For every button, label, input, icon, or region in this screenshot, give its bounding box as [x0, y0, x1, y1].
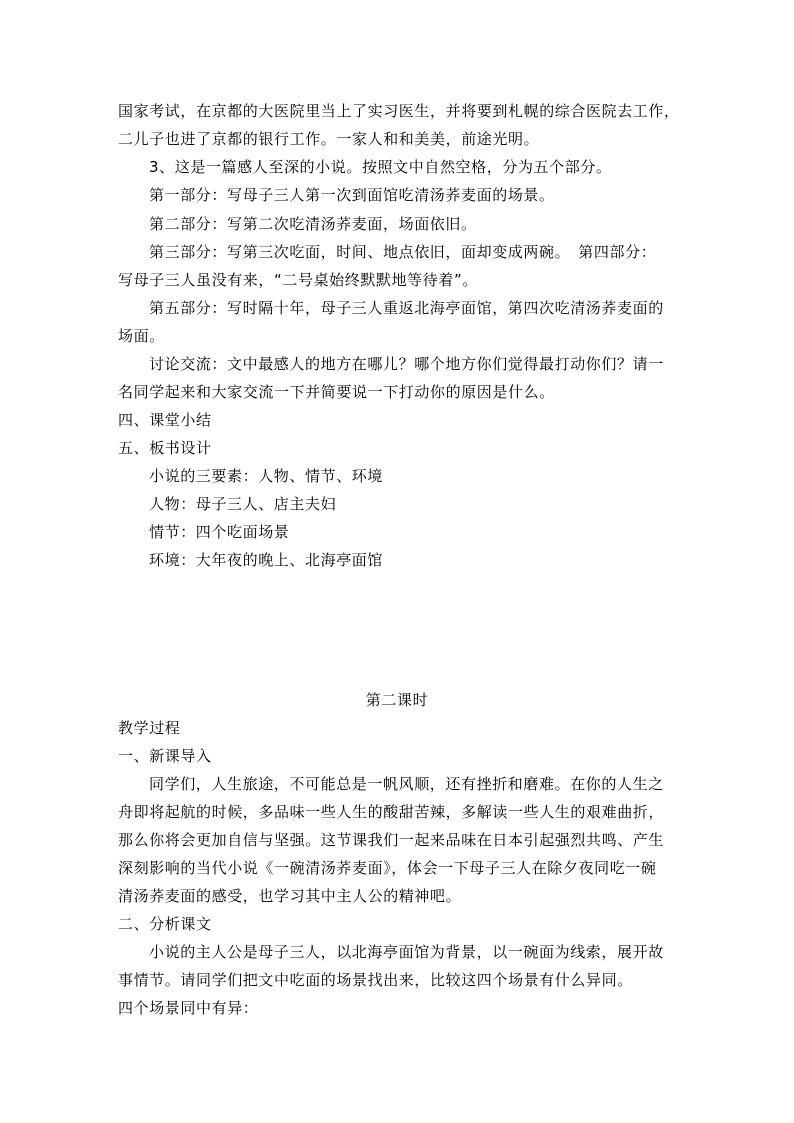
paragraph-line: 四个场景同中有异： [118, 999, 259, 1017]
paragraph-line: 同学们，人生旅途，不可能总是一帆风顺，还有挫折和磨难。在你的人生之 [149, 775, 664, 793]
section-heading: 二、分析课文 [118, 915, 212, 933]
paragraph-line: 舟即将起航的时候，多品味一些人生的酸甜苦辣，多解读一些人生的艰难曲折， [118, 803, 665, 821]
paragraph-line: 写母子三人虽没有来，“二号桌始终默默地等待着”。 [118, 271, 478, 289]
paragraph-line: 国家考试，在京都的大医院里当上了实习医生，并将要到札幌的综合医院去工作， [118, 102, 680, 120]
paragraph-line: 事情节。请同学们把文中吃面的场景找出来，比较这四个场景有什么异同。 [118, 971, 633, 989]
section-heading: 一、新课导入 [118, 747, 212, 765]
section-heading: 四、课堂小结 [118, 411, 212, 429]
paragraph-line: 清汤荞麦面的感受，也学习其中主人公的精神吧。 [118, 887, 462, 905]
paragraph-line: 3、这是一篇感人至深的小说。按照文中自然空格，分为五个部分。 [149, 158, 612, 176]
paragraph-line: 名同学起来和大家交流一下并简要说一下打动你的原因是什么。 [118, 383, 555, 401]
paragraph-line: 第二部分：写第二次吃清汤荞麦面，场面依旧。 [149, 215, 477, 233]
paragraph-line: 二儿子也进了京都的银行工作。一家人和和美美，前途光明。 [118, 130, 540, 148]
paragraph-line: 小说的主人公是母子三人，以北海亭面馆为背景，以一碗面为线索，展开故 [149, 943, 664, 961]
board-design-line: 环境：大年夜的晚上、北海亭面馆 [149, 551, 384, 569]
section-heading: 五、板书设计 [118, 439, 212, 457]
section-heading: 教学过程 [118, 719, 181, 737]
paragraph-line: 深刻影响的当代小说《一碗清汤荞麦面》，体会一下母子三人在除夕夜同吃一碗 [118, 859, 657, 877]
board-design-line: 情节：四个吃面场景 [149, 523, 290, 541]
paragraph-line: 讨论交流：文中最感人的地方在哪儿？哪个地方你们觉得最打动你们？请一 [149, 355, 664, 373]
paragraph-line: 第三部分：写第三次吃面，时间、地点依旧，面却变成两碗。 第四部分： [149, 243, 657, 261]
paragraph-line: 第一部分：写母子三人第一次到面馆吃清汤荞麦面的场景。 [149, 186, 555, 204]
board-design-line: 人物：母子三人、店主夫妇 [149, 495, 337, 513]
paragraph-line: 第五部分：写时隔十年，母子三人重返北海亭面馆，第四次吃清汤荞麦面的 [149, 299, 664, 317]
lesson-title: 第二课时 [365, 691, 429, 709]
paragraph-line: 场面。 [118, 327, 165, 345]
paragraph-line: 那么你将会更加自信与坚强。这节课我们一起来品味在日本引起强烈共鸣、产生 [118, 831, 665, 849]
board-design-line: 小说的三要素：人物、情节、环境 [149, 467, 384, 485]
